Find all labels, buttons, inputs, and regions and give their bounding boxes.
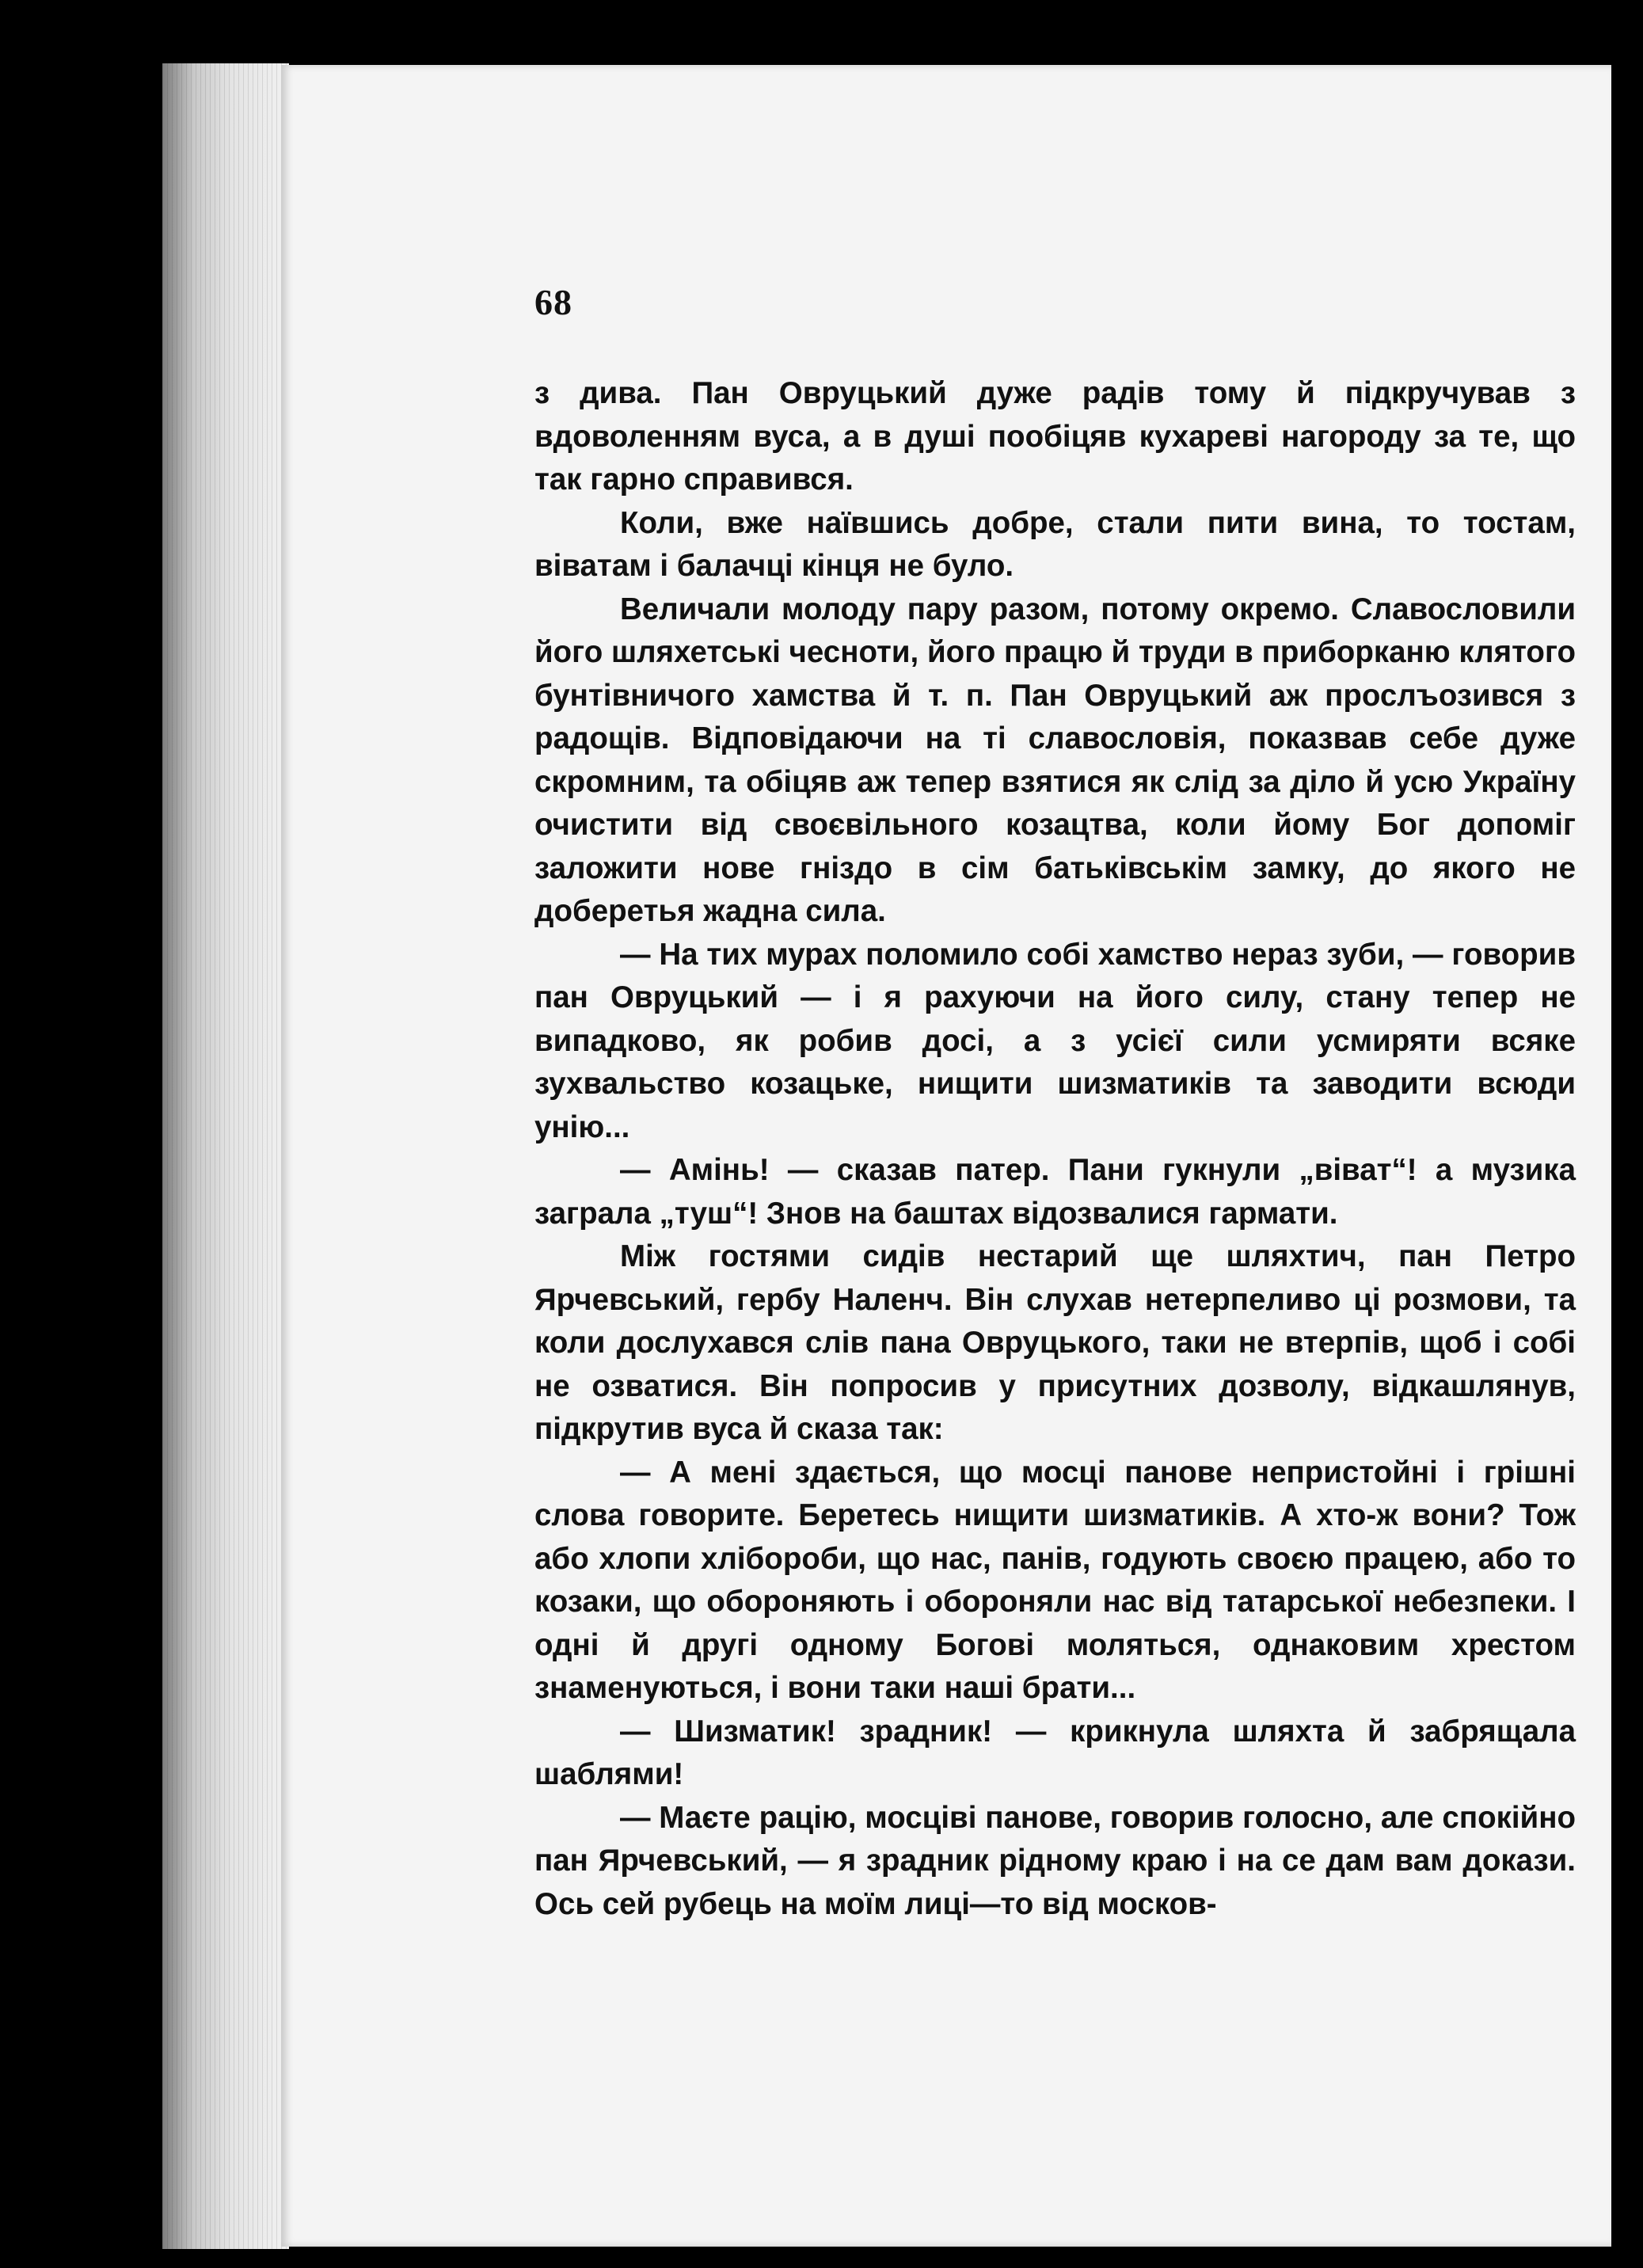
page-number: 68 [534,282,572,322]
paragraph: Величали молоду пару разом, потому окремо. Славословили його шляхетські чесноти, його працю й труди в приборканю клятого бунтівничого хамства й т. п. Пан Овруцький аж прослъозився з радощів. Відповідаючи на ті славословія, показвав себе дуже скромним, та обіцяв аж тепер взятися як слід за діло й усю Україну очистити від своєвільного козацтва, коли йому Бог допоміг заложити нове гніздо в сім батьківськім замку, до якого не доберетья жадна сила. [534,592,1576,928]
paragraph: — Маєте рацію, мосціві панове, говорив голосно, але спокійно пан Ярчевський, — я зрадник рідному краю і на се дам вам докази. Ось сей рубець на моїм лиці—то від москов- [534,1800,1576,1921]
paragraph: — На тих мурах поломило собі хамство нераз зуби, — говорив пан Овруцький — і я рахуючи на його силу, стану тепер не випадково, як робив досі, а з усієї сили усмиряти всяке зухвальство козацьке, нищити шизматиків та заводити всюди унію... [534,937,1576,1144]
paragraph: Між гостями сидів нестарий ще шляхтич, пан Петро Ярчевський, гербу Наленч. Він слухав нетерпеливо ці розмови, та коли дослухався слів пана Овруцького, таки не втерпів, щоб і собі не озватися. Він попросив у присутних дозволу, відкашлянув, підкрутив вуса й сказа так: [534,1239,1576,1446]
paragraph: Коли, вже наївшись добре, стали пити вина, то тостам, віватам і балачці кінця не було. [534,505,1576,583]
body-text [534,372,1576,1926]
book-page-edges [162,63,289,2249]
paragraph: — Амінь! — сказав патер. Пани гукнули „віват“! а музика заграла „туш“! Знов на баштах відозвалися гармати. [534,1153,1576,1231]
paragraph: — А мені здається, що мосці панове непристойні і грішні слова говорите. Беретесь нищити шизматиків. А хто-ж вони? Тож або хлопи хлібороби, що нас, панів, годують своєю працею, або то козаки, що обороняють і обороняли нас від татарської небезпеки. І одні й другі одному Богові моляться, однаковим хрестом знаменуються, і вони таки наші брати... [534,1455,1576,1705]
paragraph: — Шизматик! зрадник! — крикнула шляхта й забрящала шаблями! [534,1714,1576,1791]
paragraph: з дива. Пан Овруцький дуже радів тому й підкручував з вдоволенням вуса, а в душі пообіцяв кухареві нагороду за те, що так гарно справився. [534,376,1576,497]
